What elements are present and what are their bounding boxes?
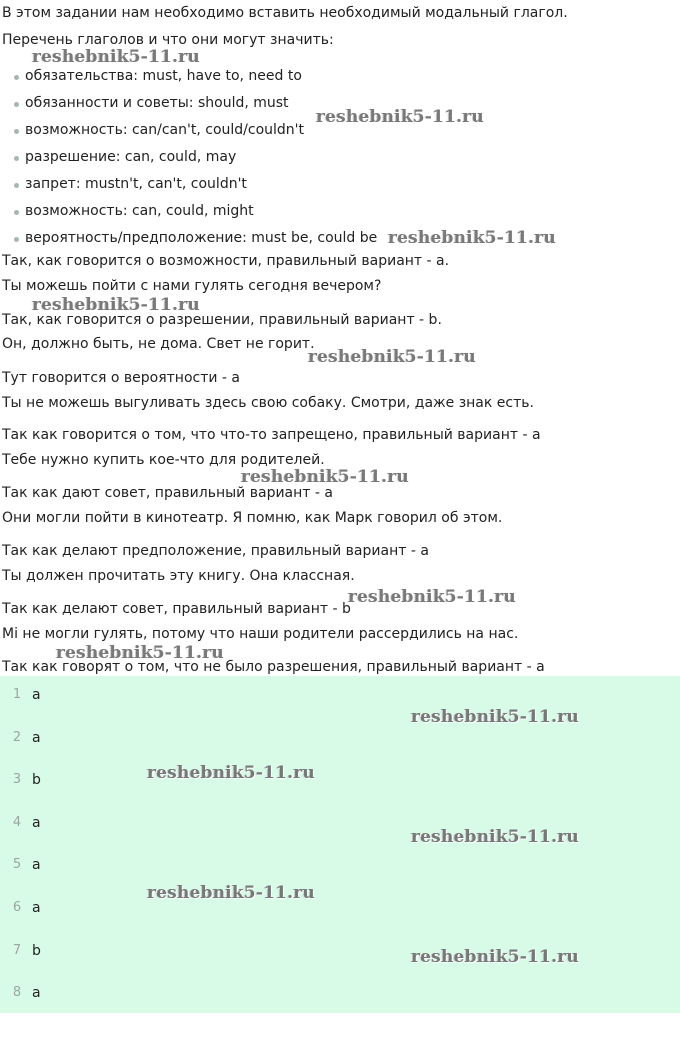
answer-row xyxy=(0,846,680,888)
bullet-icon xyxy=(14,156,19,161)
watermark: reshebnik5-11.ru xyxy=(411,947,579,967)
list-item-text: обязательства: must, have to, need to xyxy=(25,68,302,84)
explanation-paragraph: Так как говорят о том, что не было разрешения, правильный вариант - a xyxy=(2,659,545,675)
watermark: reshebnik5-11.ru xyxy=(147,763,315,783)
answer-value: a xyxy=(32,857,41,873)
translation-paragraph: Ты не можешь выгуливать здесь свою собаку. Смотри, даже знак есть. xyxy=(2,395,534,411)
list-item-text: возможность: can, could, might xyxy=(25,203,254,219)
watermark: reshebnik5-11.ru xyxy=(308,347,476,367)
list-item xyxy=(25,90,289,117)
bullet-icon xyxy=(14,102,19,107)
watermark: reshebnik5-11.ru xyxy=(241,467,409,487)
bullet-icon xyxy=(14,183,19,188)
bullet-icon xyxy=(14,237,19,242)
answer-value: a xyxy=(32,730,41,746)
list-item xyxy=(25,225,377,252)
answer-number: 4 xyxy=(12,815,22,830)
answer-number: 1 xyxy=(12,687,22,702)
list-item-text: запрет: mustn't, can't, couldn't xyxy=(25,176,247,192)
explanation-paragraph: Так, как говорится о разрешении, правильный вариант - b. xyxy=(2,312,442,328)
answer-value: a xyxy=(32,985,41,1001)
answer-value: b xyxy=(32,943,41,959)
list-item xyxy=(25,63,302,90)
bullet-icon xyxy=(14,210,19,215)
watermark: reshebnik5-11.ru xyxy=(32,295,200,315)
explanation-paragraph: Так как делают совет, правильный вариант - b xyxy=(2,601,351,617)
list-item-text: обязанности и советы: should, must xyxy=(25,95,289,111)
bullet-icon xyxy=(14,129,19,134)
explanation-paragraph: Так как говорится о том, что что-то запрещено, правильный вариант - a xyxy=(2,427,541,443)
translation-paragraph: Ты должен прочитать эту книгу. Она классная. xyxy=(2,568,355,584)
list-item xyxy=(25,144,236,171)
answer-row xyxy=(0,889,680,931)
translation-paragraph: Он, должно быть, не дома. Свет не горит. xyxy=(2,336,315,352)
explanation-paragraph: Так, как говорится о возможности, правильный вариант - a. xyxy=(2,253,450,269)
answer-value: a xyxy=(32,900,41,916)
translation-paragraph: Mi не могли гулять, потому что наши родители рассердились на нас. xyxy=(2,626,519,642)
watermark: reshebnik5-11.ru xyxy=(411,707,579,727)
answer-number: 5 xyxy=(12,857,22,872)
watermark: reshebnik5-11.ru xyxy=(32,47,200,67)
answer-number: 3 xyxy=(12,772,22,787)
answer-value: b xyxy=(32,772,41,788)
verbs-heading: Перечень глаголов и что они могут значить: xyxy=(2,32,334,48)
answer-row xyxy=(0,761,680,803)
translation-paragraph: Тебе нужно купить кое-что для родителей. xyxy=(2,452,325,468)
watermark: reshebnik5-11.ru xyxy=(316,107,484,127)
translation-paragraph: Они могли пойти в кинотеатр. Я помню, как Марк говорил об этом. xyxy=(2,510,503,526)
translation-paragraph: Ты можешь пойти с нами гулять сегодня вечером? xyxy=(2,278,382,294)
watermark: reshebnik5-11.ru xyxy=(388,228,556,248)
explanation-paragraph: Так как дают совет, правильный вариант - a xyxy=(2,485,333,501)
list-item xyxy=(25,171,247,198)
watermark: reshebnik5-11.ru xyxy=(348,587,516,607)
intro-text: В этом задании нам необходимо вставить необходимый модальный глагол. xyxy=(2,5,568,21)
answer-number: 7 xyxy=(12,943,22,958)
answer-value: a xyxy=(32,815,41,831)
explanation-paragraph: Так как делают предположение, правильный вариант - a xyxy=(2,543,429,559)
watermark: reshebnik5-11.ru xyxy=(56,643,224,663)
watermark: reshebnik5-11.ru xyxy=(147,883,315,903)
list-item-text: разрешение: can, could, may xyxy=(25,149,237,165)
answer-number: 8 xyxy=(12,985,22,1000)
watermark: reshebnik5-11.ru xyxy=(411,827,579,847)
list-item xyxy=(25,117,304,144)
list-item-text: возможность: can/can't, could/couldn't xyxy=(25,122,304,138)
explanation-paragraph: Тут говорится о вероятности - a xyxy=(2,370,240,386)
answer-number: 6 xyxy=(12,900,22,915)
bullet-icon xyxy=(14,75,19,80)
answer-number: 2 xyxy=(12,730,22,745)
answer-value: a xyxy=(32,687,41,703)
list-item xyxy=(25,198,254,225)
answer-row xyxy=(0,974,680,1016)
list-item-text: вероятность/предположение: must be, could be xyxy=(25,230,378,246)
